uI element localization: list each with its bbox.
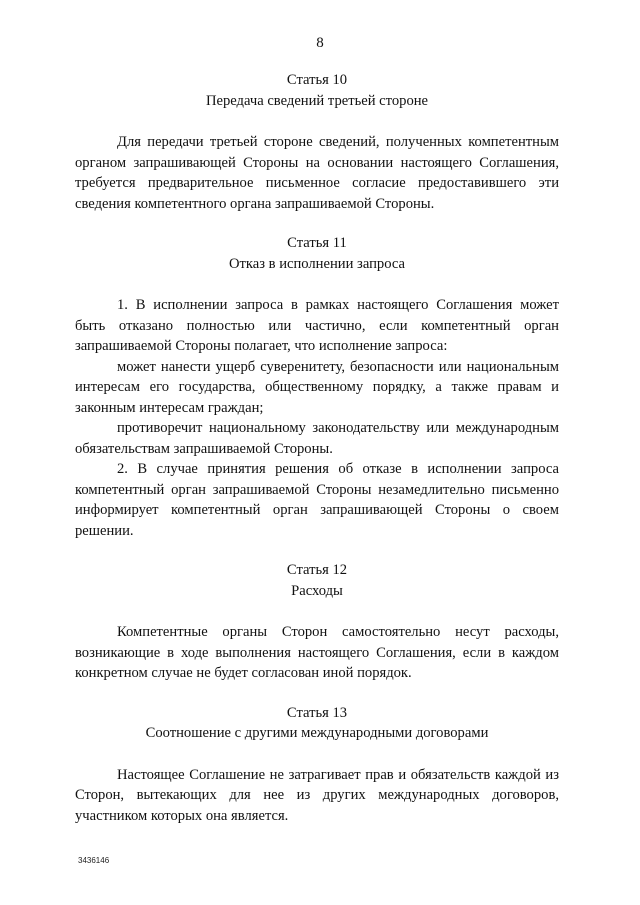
article-heading bbox=[75, 70, 559, 111]
paragraph: 1. В исполнении запроса в рамках настоящего Соглашения может быть отказано полностью или частично, если компетентный орган запрашиваемой Стороны полагает, что исполнение запроса: bbox=[75, 297, 559, 354]
article-number: Статья 11 bbox=[287, 235, 347, 251]
paragraph: Компетентные органы Сторон самостоятельно несут расходы, возникающие в ходе выполнения настоящего Соглашения, если в каждом конкретном случае не будет согласован иной порядок. bbox=[75, 624, 559, 681]
article-10 bbox=[75, 70, 559, 214]
page-number: 8 bbox=[316, 35, 324, 51]
paragraph: 2. В случае принятия решения об отказе в исполнении запроса компетентный орган запрашиваемой Стороны незамедлительно письменно информирует компетентный орган запрашивающей Стороны о своем решении. bbox=[75, 461, 559, 539]
article-heading bbox=[75, 233, 559, 274]
document-code: 3436146 bbox=[78, 856, 110, 865]
paragraph: Для передачи третьей стороне сведений, полученных компетентным органом запрашивающей Стороны на основании настоящего Соглашения, требуется предварительное письменное согласие предоставившего эти сведения компетентного органа запрашиваемой Стороны. bbox=[75, 134, 559, 212]
paragraph: Настоящее Соглашение не затрагивает прав и обязательств каждой из Сторон, вытекающих для нее из других международных договоров, участником которых она является. bbox=[75, 766, 559, 824]
paragraph: противоречит национальному законодательству или международным обязательствам запрашиваемой Стороны. bbox=[75, 420, 559, 457]
article-12 bbox=[75, 560, 559, 684]
article-13 bbox=[75, 703, 559, 827]
article-heading bbox=[75, 703, 559, 744]
document-body bbox=[75, 70, 559, 826]
article-number: Статья 10 bbox=[286, 72, 348, 88]
paragraph: может нанести ущерб суверенитету, безопасности или национальным интересам его государства, общественному порядку, а также правам и законным интересам граждан; bbox=[75, 358, 559, 416]
article-number: Статья 12 bbox=[286, 562, 348, 578]
article-title: Передача сведений третьей стороне bbox=[205, 92, 429, 109]
article-title: Отказ в исполнении запроса bbox=[228, 255, 406, 272]
article-11 bbox=[75, 233, 559, 541]
article-title: Соотношение с другими международными договорами bbox=[145, 725, 489, 741]
article-number: Статья 13 bbox=[286, 704, 348, 721]
article-heading bbox=[75, 560, 559, 601]
article-title: Расходы bbox=[291, 582, 343, 599]
